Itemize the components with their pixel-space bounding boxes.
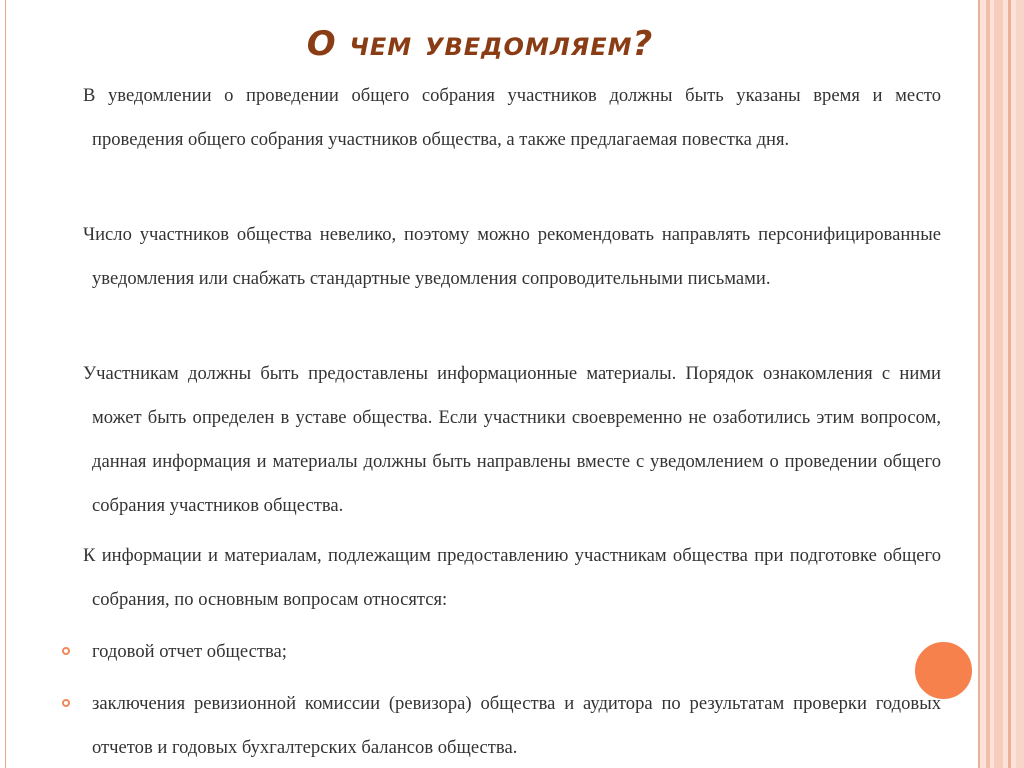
- list-item: [92, 630, 941, 674]
- paragraph-notice-contents: В уведомлении о проведении общего собрания участников должны быть указаны время и место проведения общего собрания участников общества, а также предлагаемая повестка дня.: [83, 85, 941, 150]
- bullet-circle-icon: [62, 647, 70, 655]
- paragraph-information-materials: Участникам должны быть предоставлены информационные материалы. Порядок ознакомления с ними может быть определен в уставе общества. Если участники своевременно не озаботились этим вопросом, данная информация и материалы должны быть направлены вместе с уведомлением о проведении общего собрания участников общества.: [83, 363, 941, 516]
- slide-title-text: О чем уведомляем?: [306, 24, 654, 64]
- list-item-text: годовой отчет общества;: [92, 641, 287, 662]
- list-item: [92, 682, 941, 768]
- paragraph-materials-list-intro: К информации и материалам, подлежащим предоставлению участникам общества при подготовке общего собрания, по основным вопросам относятся:: [83, 545, 941, 610]
- list-item-text: заключения ревизионной комиссии (ревизора) общества и аудитора по результатам проверки годовых отчетов и годовых бухгалтерских балансов общества.: [92, 693, 941, 758]
- paragraph-personalized-notices: Число участников общества невелико, поэтому можно рекомендовать направлять персонифицированные уведомления или снабжать стандартные уведомления сопроводительными письмами.: [83, 224, 941, 289]
- bullet-circle-icon: [62, 699, 70, 707]
